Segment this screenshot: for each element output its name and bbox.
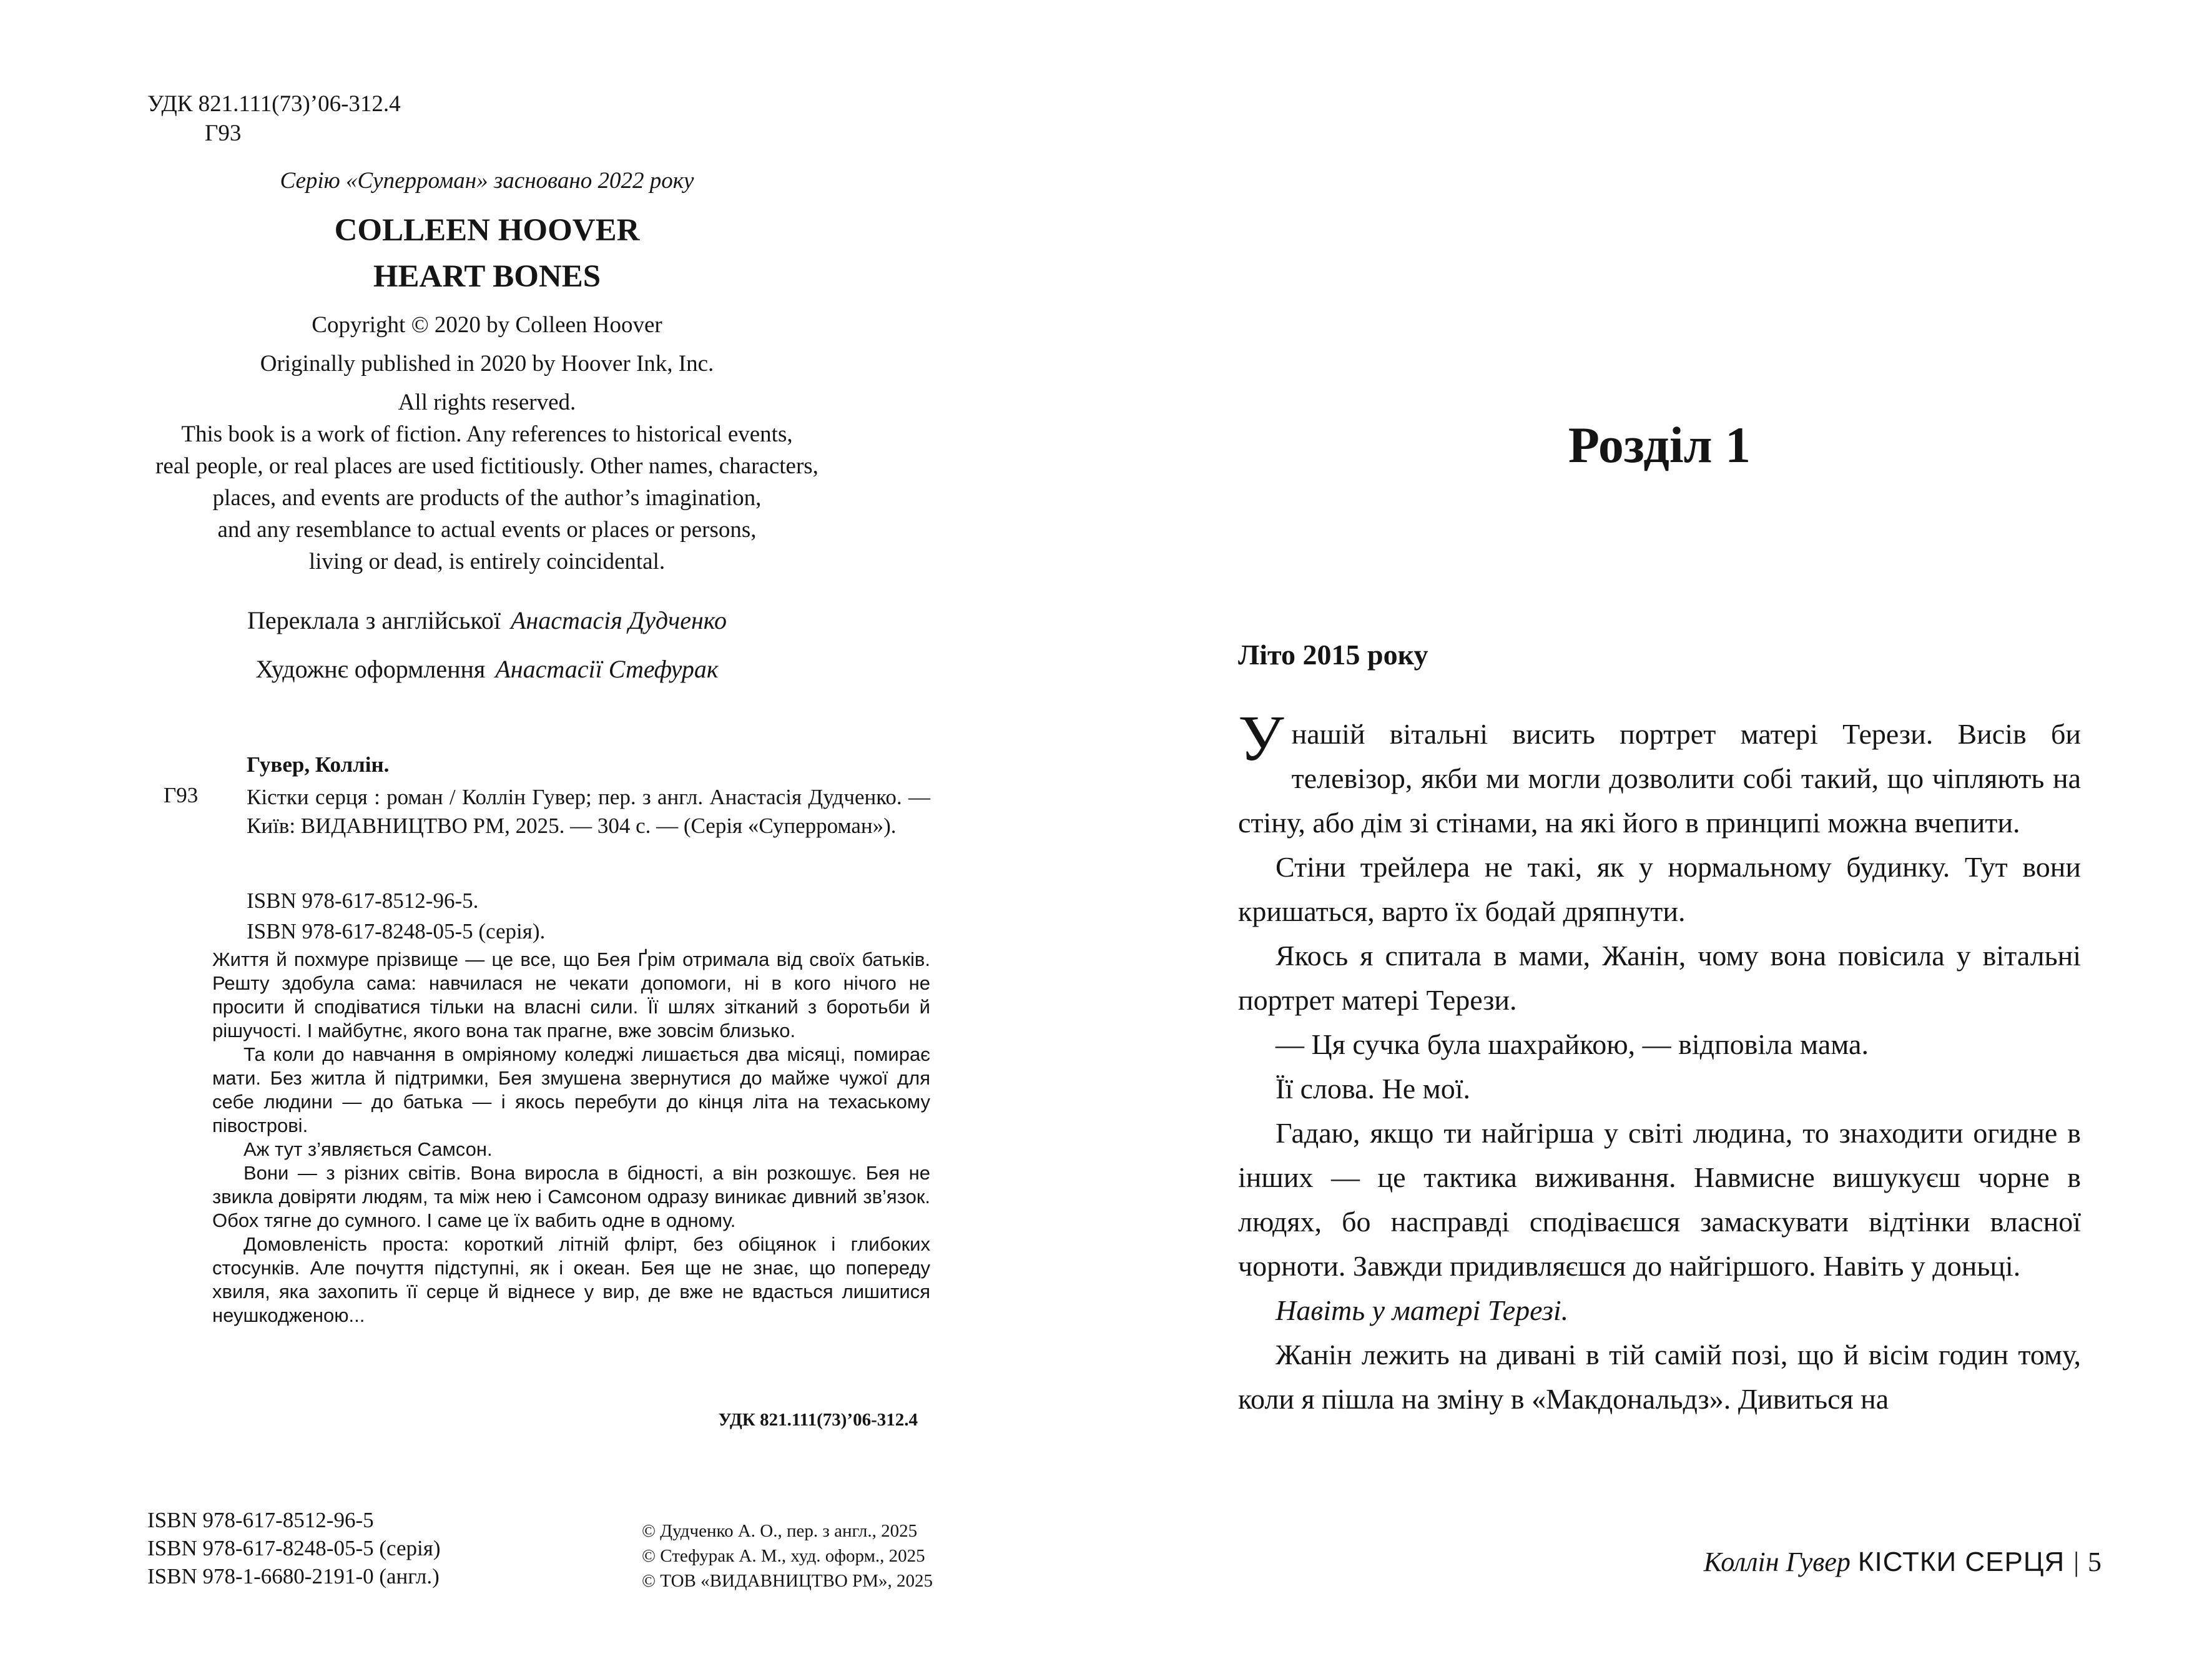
footer-separator: | (2073, 1547, 2079, 1577)
annotation-paragraph: Та коли до навчання в омріяному коледжі лишається два місяці, помирає мати. Без житла й підтримки, Бея змушена звернутися до майже чужої для себе людини — до батька — і якось перебути до кінця літа на техаському півострові. (212, 1043, 930, 1136)
footer-title: КІСТКИ СЕРЦЯ (1857, 1547, 2065, 1577)
isbn-line: ISBN 978-617-8512-96-5 (147, 1508, 374, 1532)
copyright-notice: © ТОВ «ВИДАВНИЦТВО РМ», 2025 (642, 1571, 933, 1591)
paragraph-text: нашій вітальні висить портрет матері Терези. Висів би телевізор, якби ми могли дозволити собі такий, що чіпляють на стіну, або дім зі стінами, на які його в принципі можна вчепити. (1238, 718, 2081, 839)
body-paragraph: Якось я спитала в мами, Жанін, чому вона повісила у вітальні портрет матері Терези. (1238, 940, 2081, 1016)
annotation-paragraph: Вони — з різних світів. Вона виросла в бідності, а він розкошує. Бея не звикла довіряти людям, та між нею і Самсоном одразу виникає дивний зв’язок. Обох тягне до сумного. І саме це їх вабить одне в одному. (212, 1162, 930, 1231)
design-label: Художнє оформлення (255, 655, 486, 683)
disclaimer-line: and any resemblance to actual events or places or persons, (217, 517, 757, 543)
catalog-author: Гувер, Коллін. (247, 752, 390, 777)
catalog-description: Кістки серця : роман / Коллін Гувер; пер. з англ. Анастасія Дудченко. — Київ: ВИДАВНИЦТВО РМ, 2025. — 304 с. — (Серія «Суперроман»). (247, 785, 930, 838)
body-paragraph (1238, 702, 2081, 845)
catalog-code: Г93 (164, 783, 199, 807)
running-footer (1704, 1546, 2101, 1578)
body-paragraph: — Ця сучка була шахрайкою, — відповіла мама. (1276, 1028, 1869, 1060)
series-founded: Серію «Суперроман» засновано 2022 року (280, 168, 694, 194)
chapter-subtitle: Літо 2015 року (1238, 639, 1428, 671)
copyright-block (0, 306, 974, 422)
footer-author: Коллін Гувер (1703, 1547, 1851, 1577)
annotation-paragraph: Домовленість проста: короткий літній флірт, без обіцянок і глибоких стосунків. Але почуття підступні, як і океан. Бея ще не знає, що попереду хвиля, яка захопить її серце й віднесе у вир, де вже не вдасться лишитися неушкодженою... (212, 1233, 930, 1326)
isbn-list (147, 1506, 441, 1590)
copyright-line: Originally published in 2020 by Hoover Ink, Inc. (260, 351, 714, 377)
page-number: 5 (2088, 1547, 2101, 1577)
copyright-notices (642, 1519, 933, 1593)
udk-code: УДК 821.111(73)’06-312.4 (147, 91, 401, 117)
catalog-isbn (247, 885, 545, 947)
annotation-paragraph: Життя й похмуре прізвище — це все, що Бея Ґрім отримала від своїх батьків. Решту здобула сама: навчилася не чекати допомоги, ні в кого нічого не просити й сподіватися тільки на власні сили. Її шлях зітканий з боротьби й рішучості. І майбутнє, якого вона так прагне, вже зовсім близько. (212, 948, 930, 1041)
isbn-line: ISBN 978-617-8248-05-5 (серія). (247, 919, 546, 943)
copyright-notice: © Стефурак А. М., худ. оформ., 2025 (642, 1546, 925, 1566)
chapter-body (1238, 702, 2081, 1421)
chapter-title: Розділ 1 (1568, 416, 1751, 473)
translator-label: Переклала з англійської (247, 606, 501, 634)
disclaimer-line: places, and events are products of the author’s imagination, (212, 485, 762, 511)
isbn-line: ISBN 978-617-8512-96-5. (247, 889, 479, 913)
drop-cap: У (1238, 702, 1284, 774)
original-author: COLLEEN HOOVER (334, 213, 640, 248)
fiction-disclaimer (0, 418, 974, 578)
isbn-line: ISBN 978-1-6680-2191-0 (англ.) (147, 1564, 440, 1588)
disclaimer-line: living or dead, is entirely coincidental. (308, 549, 666, 574)
isbn-line: ISBN 978-617-8248-05-5 (серія) (147, 1536, 441, 1560)
book-annotation (212, 948, 930, 1327)
body-paragraph: Гадаю, якщо ти найгірша у світі людина, то знаходити огидне в інших — це тактика виживання. Навмисне вишукуєш чорне в людях, бо насправді сподіваєшся замаскувати відтінки власної чорноти. Завжди придивляєшся до найгіршого. Навіть у доньці. (1238, 1117, 2081, 1282)
translator-name: Анастасія Дудченко (510, 606, 727, 634)
body-paragraph: Навіть у матері Терезі. (1276, 1294, 1569, 1326)
disclaimer-line: real people, or real places are used fictitiously. Other names, characters, (155, 453, 818, 479)
design-credit (0, 654, 974, 684)
author-code: Г93 (205, 121, 242, 146)
disclaimer-line: This book is a work of fiction. Any references to historical events, (181, 421, 793, 447)
body-paragraph: Жанін лежить на дивані в тій самій позі, що й вісім годин тому, коли я пішла на зміну в «Макдональдз». Дивиться на (1238, 1339, 2081, 1415)
body-paragraph: Її слова. Не мої. (1276, 1073, 1471, 1105)
translator-credit (0, 606, 974, 635)
original-title: HEART BONES (373, 259, 601, 294)
udk-footer: УДК 821.111(73)’06-312.4 (718, 1410, 918, 1430)
annotation-paragraph: Аж тут з’являється Самсон. (243, 1138, 493, 1160)
copyright-notice: © Дудченко А. О., пер. з англ., 2025 (642, 1521, 918, 1541)
designer-name: Анастасії Стефурак (495, 655, 719, 683)
copyright-line: Copyright © 2020 by Colleen Hoover (312, 312, 662, 338)
body-paragraph: Стіни трейлера не такі, як у нормальному будинку. Тут вони кришаться, варто їх бодай дряпнути. (1238, 851, 2081, 927)
copyright-line: All rights reserved. (398, 390, 576, 415)
